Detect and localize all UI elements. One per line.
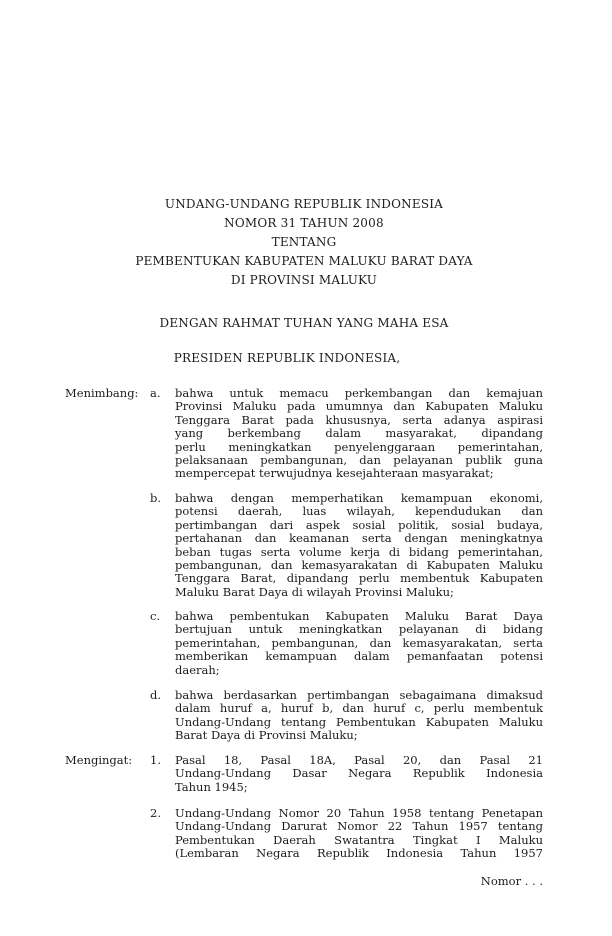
item-line: Undang-Undang tentang Pembentukan Kabupaten Maluku [175, 714, 543, 729]
item-line: Tenggara Barat pada khususnya, serta adanya aspirasi [175, 412, 543, 427]
document-title-block [65, 195, 543, 290]
item-line: Tahun 1945; [175, 779, 248, 794]
item-line: Pasal 18, Pasal 18A, Pasal 20, dan Pasal 21 [175, 753, 543, 767]
item-marker-d: d. [150, 688, 162, 702]
item-text-d [175, 689, 543, 743]
item-text-2 [175, 807, 543, 861]
item-line: (Lembaran Negara Republik Indonesia Tahun 1957 [175, 846, 543, 861]
item-line: pelaksanaan pembangunan, dan pelayanan publik guna [175, 453, 543, 468]
item-text-c [175, 610, 543, 677]
item-line: potensi daerah, luas wilayah, kependudukan dan [175, 504, 543, 519]
item-line: bahwa pembentukan Kabupaten Maluku Barat Daya [175, 609, 543, 623]
item-line: mempercepat terwujudnya kesejahteraan masyarakat; [175, 466, 494, 481]
item-line: Undang-Undang Dasar Negara Republik Indonesia [175, 766, 543, 781]
item-text-b [175, 492, 543, 599]
item-line: yang berkembang dalam masyarakat, dipandang [175, 426, 543, 441]
item-marker-1: 1. [150, 753, 161, 767]
item-line: Barat Daya di Provinsi Maluku; [175, 728, 358, 743]
item-line: bahwa berdasarkan pertimbangan sebagaimana dimaksud [175, 688, 543, 702]
item-line: beban tugas serta volume kerja di bidang pemerintahan, [175, 544, 543, 559]
item-text-a [175, 387, 543, 481]
item-line: pertahanan dan keamanan serta dengan meningkatnya [175, 531, 543, 546]
item-marker-a: a. [150, 386, 161, 400]
item-text-1 [175, 754, 543, 794]
item-line: pembangunan, dan kemasyarakatan di Kabupaten Maluku [175, 558, 543, 573]
mengingat-label: Mengingat: [65, 753, 133, 767]
item-marker-c: c. [150, 609, 161, 623]
item-line: bahwa dengan memperhatikan kemampuan ekonomi, [175, 491, 543, 505]
item-marker-b: b. [150, 491, 162, 505]
title-line-3: TENTANG [271, 235, 337, 249]
item-line: Undang-Undang Darurat Nomor 22 Tahun 1957 tentang [175, 819, 543, 834]
catchword-nomor: Nomor . . . [480, 874, 543, 888]
title-line-1: UNDANG-UNDANG REPUBLIK INDONESIA [164, 197, 444, 211]
item-line: perlu meningkatkan penyelenggaraan pemerintahan, [175, 439, 543, 454]
item-line: daerah; [175, 662, 220, 677]
item-line: Maluku Barat Daya di wilayah Provinsi Maluku; [175, 584, 454, 599]
item-marker-2: 2. [150, 806, 161, 820]
item-line: pertimbangan dari aspek sosial politik, sosial budaya, [175, 517, 543, 532]
menimbang-label: Menimbang: [65, 386, 139, 400]
title-line-2: NOMOR 31 TAHUN 2008 [224, 216, 384, 230]
invocation-line: DENGAN RAHMAT TUHAN YANG MAHA ESA [159, 316, 449, 330]
item-line: dalam huruf a, huruf b, dan huruf c, perlu membentuk [175, 701, 543, 716]
issuer-line: PRESIDEN REPUBLIK INDONESIA, [173, 351, 401, 365]
item-line: bertujuan untuk meningkatkan pelayanan di bidang [175, 622, 543, 637]
item-line: pemerintahan, pembangunan, dan kemasyarakatan, serta [175, 635, 543, 650]
item-line: Provinsi Maluku pada umumnya dan Kabupaten Maluku [175, 399, 543, 414]
item-line: Pembentukan Daerah Swatantra Tingkat I Maluku [175, 832, 543, 847]
item-line: Tenggara Barat, dipandang perlu membentuk Kabupaten [175, 571, 543, 586]
title-line-4: PEMBENTUKAN KABUPATEN MALUKU BARAT DAYA [135, 254, 473, 268]
item-line: Undang-Undang Nomor 20 Tahun 1958 tentang Penetapan [175, 806, 543, 820]
item-line: memberikan kemampuan dalam pemanfaatan potensi [175, 649, 543, 664]
item-line: bahwa untuk memacu perkembangan dan kemajuan [175, 386, 543, 400]
title-line-5: DI PROVINSI MALUKU [230, 273, 378, 287]
